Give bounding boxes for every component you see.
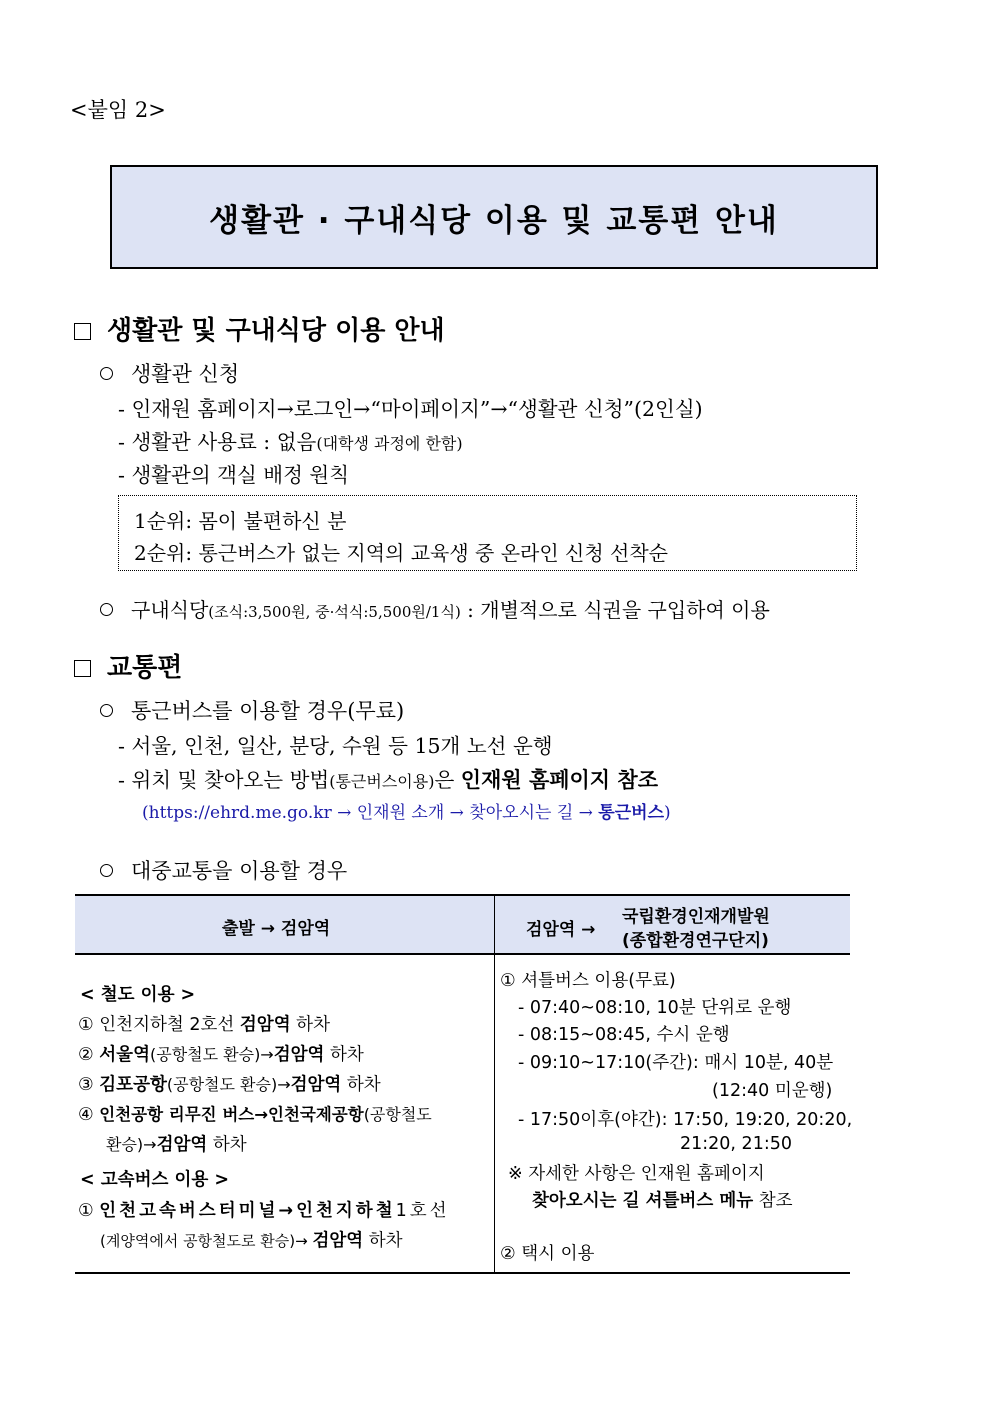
express-text: (계양역에서 공항철도로 환승)→ [100,1232,313,1250]
shuttle-note-a: ※ 자세한 사항은 인재원 홈페이지 [508,1164,765,1184]
rail-origin: 서울역 [99,1045,150,1065]
cafeteria-label: 구내식당 [131,598,209,622]
shuttle-note-suffix: 참조 [753,1191,793,1211]
shuttle-line-4: - 17:50이후(야간): 17:50, 19:20, 20:20, [518,1110,853,1130]
dorm-apply-item [100,358,239,388]
section-heading-dormitory [74,310,445,347]
item-number: ① [78,1015,94,1035]
rail-item-4-cont [106,1131,247,1156]
shuttle-line-3-note: (12:40 미운행) [712,1081,833,1101]
express-item-1 [78,1197,450,1222]
shuttle-note-emphasis: 찾아오시는 길 셔틀버스 메뉴 [532,1191,754,1211]
circle-bullet-icon [100,704,113,717]
bus-link[interactable] [142,798,671,823]
priority-1: 1순위: 몸이 불편하신 분 [134,509,347,533]
checkbox-square-icon [74,323,91,340]
table-bottom-rule [75,1272,850,1274]
table-header-rule [75,953,850,955]
dorm-assignment-rule: - 생활관의 객실 배정 원칙 [118,463,350,487]
express-suffix: 하차 [363,1231,403,1251]
rail-item-1 [78,1011,330,1036]
section-heading-text: 교통편 [107,653,183,683]
item-number: ② [78,1045,94,1065]
rail-text: 인천지하철 2호선 [99,1015,240,1035]
rail-suffix: 하차 [341,1075,381,1095]
express-station: 검암역 [312,1231,364,1251]
dorm-apply-label: 생활관 신청 [131,362,240,386]
rail-suffix: 하차 [290,1015,330,1035]
taxi-item: ② 택시 이용 [500,1244,595,1264]
express-line: 1호선 [395,1201,450,1221]
shuttle-title: ① 셔틀버스 이용(무료) [500,971,676,991]
bus-link-close[interactable]: ) [664,803,671,823]
rail-title: < 철도 이용 > [80,985,196,1005]
rail-origin: 인천공항 리무진 버스→인천국제공항 [99,1105,364,1124]
shuttle-note-b [532,1187,793,1212]
commuter-bus-label: 통근버스를 이용할 경우(무료) [131,699,405,723]
public-transit-label: 대중교통을 이용할 경우 [131,859,348,883]
rail-suffix: 하차 [207,1135,247,1155]
bus-link-path[interactable]: (https://ehrd.me.go.kr → 인재원 소개 → 찾아오시는 길 → [142,803,599,823]
checkbox-square-icon [74,660,91,677]
dorm-fee [118,425,463,455]
section-heading-text: 생활관 및 구내식당 이용 안내 [107,316,445,346]
rail-station: 검암역 [156,1135,208,1155]
dorm-apply-path: - 인재원 홈페이지→로그인→“마이페이지”→“생활관 신청”(2인실) [118,397,703,421]
commuter-bus-item [100,695,404,725]
bus-location-text: - 위치 및 찾아오는 방법 [118,768,330,792]
rail-station: 검암역 [290,1075,342,1095]
title-box [110,165,878,269]
circle-bullet-icon [100,864,113,877]
rail-text: (공항철도 환승)→ [150,1045,274,1064]
item-number: ① [78,1201,94,1221]
bus-location [118,763,658,794]
bus-location-emphasis: 인재원 홈페이지 참조 [460,768,658,792]
rail-item-3 [78,1071,381,1096]
section-heading-transport [74,647,182,684]
col2-header-c: (종합환경연구단지) [622,931,769,951]
dorm-fee-note: (대학생 과정에 한함) [316,434,463,453]
rail-origin: 김포공항 [99,1075,167,1095]
rail-item-2 [78,1041,364,1066]
cafeteria-note: : 개별적으로 식권을 구입하여 이용 [460,598,770,622]
circle-bullet-icon [100,603,113,616]
col2-header-b: 국립환경인재개발원 [622,907,770,927]
rail-suffix: 하차 [324,1045,364,1065]
rail-text: (공항철도 환승)→ [166,1075,291,1094]
page-title: 생활관 · 구내식당 이용 및 교통편 안내 [209,202,779,239]
rail-station: 검암역 [273,1045,325,1065]
cafeteria-item [100,594,770,623]
express-item-1-cont [100,1227,403,1252]
rail-text: 환승)→ [106,1135,157,1154]
bus-location-note: (통근버스이용) [329,772,435,791]
rail-station: 검암역 [239,1015,291,1035]
bus-location-suffix: 은 [434,768,461,792]
express-route: 인천고속버스터미널→인천지하철 [99,1201,396,1221]
cafeteria-price: (조식:3,500원, 중·석식:5,500원/1식) [208,603,461,621]
col1-header: 출발 → 검암역 [222,919,331,939]
public-transit-item [100,855,347,885]
rail-item-4 [78,1101,432,1125]
shuttle-line-4-cont: 21:20, 21:50 [680,1134,792,1154]
attachment-label: <붙임 2> [70,98,166,122]
shuttle-line-1: - 07:40~08:10, 10분 단위로 운행 [518,998,792,1018]
shuttle-line-3: - 09:10~17:10(주간): 매시 10분, 40분 [518,1053,834,1073]
item-number: ③ [78,1075,94,1095]
col2-header-a: 검암역 → [526,920,596,940]
bus-routes: - 서울, 인천, 일산, 분당, 수원 등 15개 노선 운행 [118,734,553,758]
table-column-divider [494,896,495,1273]
circle-bullet-icon [100,367,113,380]
shuttle-line-2: - 08:15~08:45, 수시 운행 [518,1025,730,1045]
bus-link-emphasis[interactable]: 통근버스 [598,803,664,823]
rail-text: (공항철도 [363,1105,432,1124]
express-title: < 고속버스 이용 > [80,1170,230,1190]
item-number: ④ [78,1105,94,1125]
priority-2: 2순위: 통근버스가 없는 지역의 교육생 중 온라인 신청 선착순 [134,541,669,565]
dorm-fee-text: - 생활관 사용료 : 없음 [118,430,317,454]
